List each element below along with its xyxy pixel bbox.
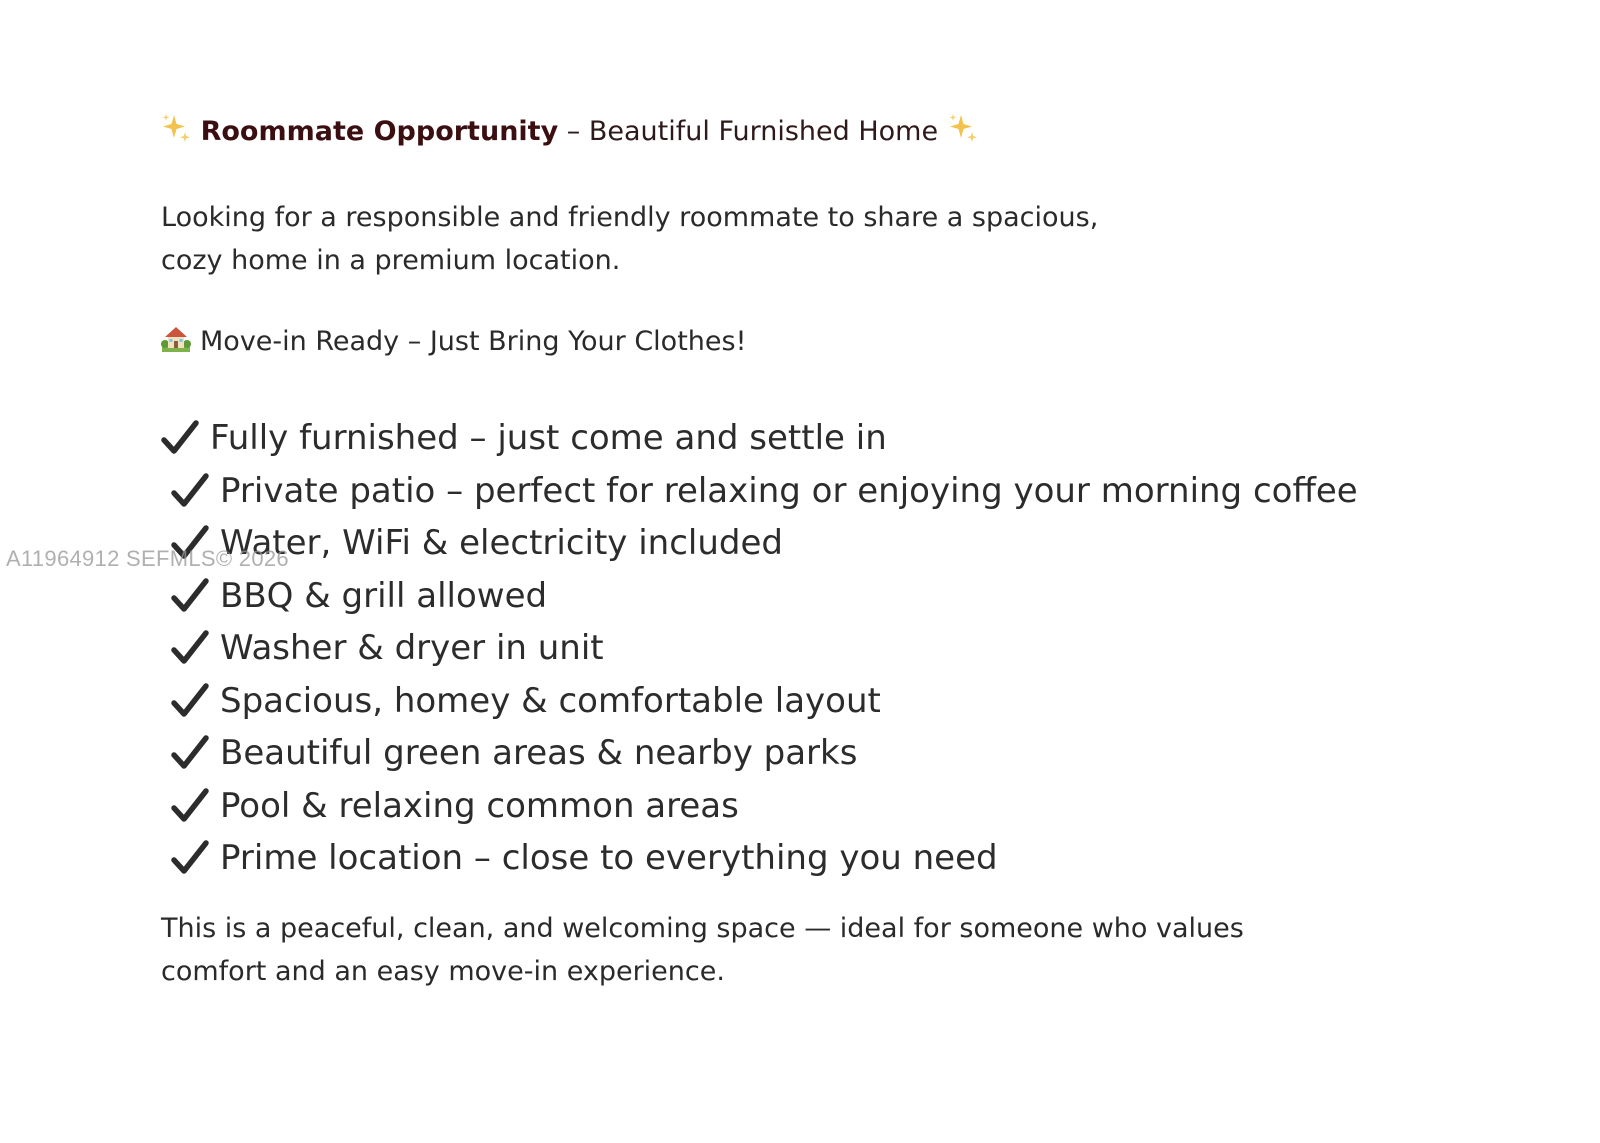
list-item <box>160 412 1358 465</box>
feature-text: Spacious, homey & comfortable layout <box>220 680 881 721</box>
feature-text: Fully furnished – just come and settle in <box>210 418 887 459</box>
list-item <box>170 465 1358 518</box>
move-in-text: Move-in Ready – Just Bring Your Clothes! <box>200 326 747 357</box>
heading-title: Roommate Opportunity <box>200 116 559 147</box>
list-item <box>170 517 1358 570</box>
sparkles-icon <box>947 112 979 144</box>
check-mark-icon <box>170 576 210 616</box>
list-item <box>170 832 1358 885</box>
check-mark-icon <box>170 786 210 826</box>
listing-heading <box>160 112 979 150</box>
move-in-line <box>160 322 746 360</box>
closing-paragraph <box>161 907 1301 993</box>
list-item <box>170 780 1358 833</box>
feature-text: Water, WiFi & electricity included <box>220 523 783 564</box>
closing-line: This is a peaceful, clean, and welcoming space — ideal for someone who values <box>161 913 1244 944</box>
feature-text: Prime location – close to everything you need <box>220 838 998 879</box>
feature-text: Private patio – perfect for relaxing or enjoying your morning coffee <box>220 470 1358 511</box>
list-item <box>170 570 1358 623</box>
feature-text: Pool & relaxing common areas <box>220 785 739 826</box>
closing-line: comfort and an easy move-in experience. <box>161 956 725 987</box>
features-list <box>160 412 1358 885</box>
mls-watermark: A11964912 SEFMLS© 2026 <box>6 546 289 571</box>
house-with-garden-icon <box>160 322 192 354</box>
list-item <box>170 727 1358 780</box>
list-item <box>170 675 1358 728</box>
intro-line: Looking for a responsible and friendly roommate to share a spacious, <box>161 202 1099 233</box>
check-mark-icon <box>170 838 210 878</box>
check-mark-icon <box>170 733 210 773</box>
check-mark-icon <box>170 681 210 721</box>
sparkles-icon <box>160 112 192 144</box>
check-mark-icon <box>170 471 210 511</box>
feature-text: Beautiful green areas & nearby parks <box>220 733 858 774</box>
heading-subtitle: – Beautiful Furnished Home <box>566 116 939 147</box>
intro-line: cozy home in a premium location. <box>161 245 621 276</box>
feature-text: Washer & dryer in unit <box>220 628 604 669</box>
list-item <box>170 622 1358 675</box>
check-mark-icon <box>160 418 200 458</box>
check-mark-icon <box>170 628 210 668</box>
feature-text: BBQ & grill allowed <box>220 575 548 616</box>
intro-paragraph <box>161 196 1161 282</box>
